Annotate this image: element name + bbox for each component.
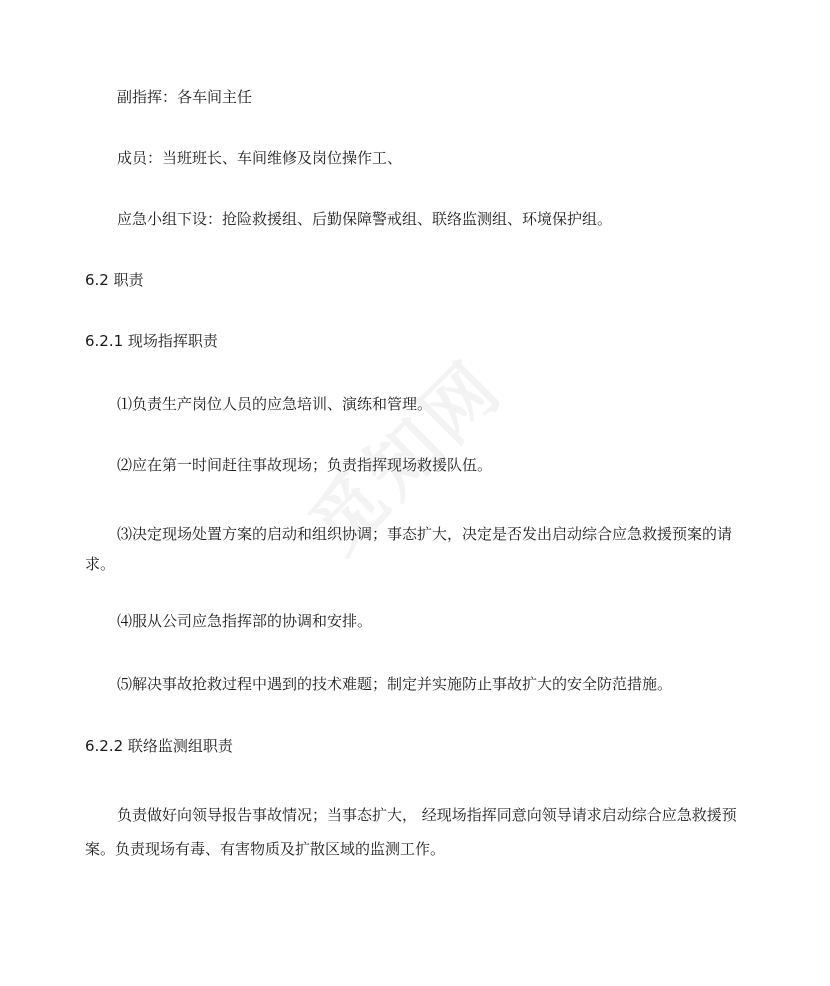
duty-item-1: ⑴负责生产岗位人员的应急培训、演练和管理。: [117, 395, 433, 413]
deputy-commander-line: 副指挥：各车间主任: [117, 88, 253, 106]
duty-item-3: ⑶决定现场处置方案的启动和组织协调；事态扩大，决定是否发出启动综合应急救援预案的请求。: [85, 525, 733, 573]
section-6-2-1-heading: 6.2.1 现场指挥职责: [85, 332, 218, 350]
section-6-2-2-heading: 6.2.2 联络监测组职责: [85, 737, 233, 755]
duty-item-4: ⑷服从公司应急指挥部的协调和安排。: [117, 612, 373, 630]
duty-item-2: ⑵应在第一时间赶往事故现场；负责指挥现场救援队伍。: [117, 456, 493, 474]
section-6-2-heading: 6.2 职责: [85, 271, 144, 289]
liaison-duties-paragraph: 负责做好向领导报告事故情况；当事态扩大， 经现场指挥同意向领导请求启动综合应急救援预案。负责现场有毒、有害物质及扩散区域的监测工作。: [85, 806, 737, 858]
members-line: 成员：当班班长、车间维修及岗位操作工、: [117, 149, 403, 167]
groups-line: 应急小组下设：抢险救援组、后勤保障警戒组、联络监测组、环境保护组。: [117, 210, 613, 228]
duty-item-5: ⑸解决事故抢救过程中遇到的技术难题；制定并实施防止事故扩大的安全防范措施。: [117, 675, 673, 693]
